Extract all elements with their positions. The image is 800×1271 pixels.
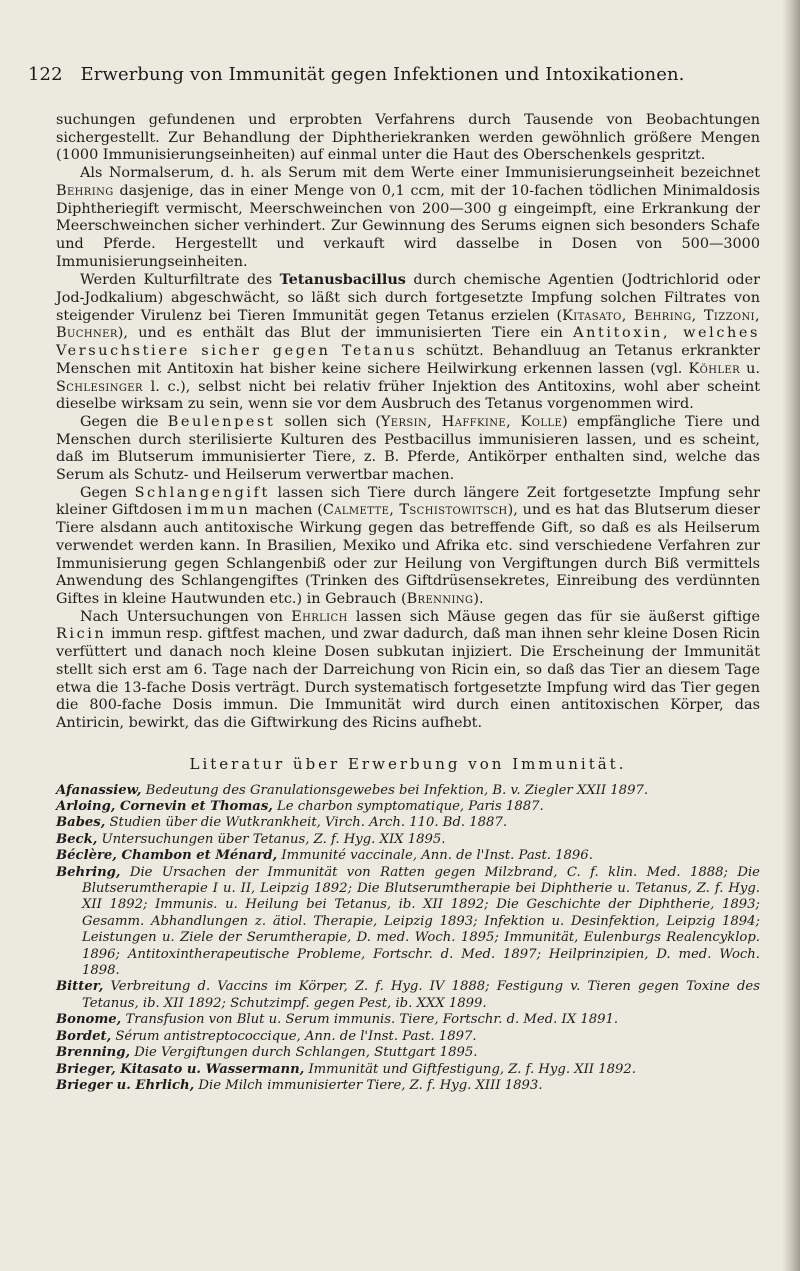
literature-author: Behring, [56,864,121,880]
paragraph-text: Antitoxin, welches Versuchstiere sicher gegen Tetanus [56,325,760,360]
paragraph-text: Nach Untersuchungen von [80,608,292,625]
paragraph-text: Gegen die [80,413,168,430]
running-title: Erwerbung von Immunität gegen Infektionen und Intoxikationen. [80,64,685,85]
paragraph-text: ) empfängliche Tiere und Menschen durch sterilisierte Kulturen des Pestbacillus immunisieren lassen, und es scheint, daß im Blutserum immunisierter Tiere, z. B. Pferde, Antikörper enthalten sind, welche das Serum als Schutz- und Heilserum verwertbar machen. [56,413,760,484]
paragraph-text: immun resp. giftfest machen, und zwar dadurch, daß man ihnen sehr kleine Dosen Ricin verfüttert und danach noch kleine Dosen subkutan injiziert. Die Erscheinung der Immunität stellt sich erst am 6. Tage nach der Darreichung von Ricin ein, so daß das Tier an diesem Tage etwa die 13-fache Dosis verträgt. Durch systematisch fortgesetzte Impfung wird das Tier gegen die 800-fache Dosis immun. Die Immunität wird durch einen antitoxischen Körper, das Antiricin, bewirkt, das die Giftwirkung des Ricins aufhebt. [56,626,760,731]
paragraph-text: Schlangengift [134,484,270,501]
paragraph-text: Brenning [406,590,474,607]
literature-reference: Die Milch immunisierter Tiere, Z. f. Hyg. XIII 1893. [194,1077,543,1093]
literature-reference: Untersuchungen über Tetanus, Z. f. Hyg. XIX 1895. [97,831,446,847]
paragraph-text: immun [186,502,251,519]
literature-reference: Die Vergiftungen durch Schlangen, Stuttgart 1895. [130,1045,478,1061]
literature-reference: Bedeutung des Granulationsgewebes bei Infektion, B. v. Ziegler XXII 1897. [141,782,649,798]
paragraph [56,609,760,733]
literature-author: Babes, [56,815,106,831]
literature-author: Brieger u. Ehrlich, [56,1077,195,1093]
literature-author: Brieger, Kitasato u. Wassermann, [56,1061,305,1077]
paragraph-text: ), und es hat das Blutserum dieser Tiere alsdann auch antitoxische Wirkung gegen das betreffende Gift, so daß es als Heilserum verwendet werden kann. In Brasilien, Mexiko und Afrika etc. sind verschiedene Verfahren zur Immunisierung gegen Schlangenbiß oder zur Heilung von Vergiftungen durch Biß vermittels Anwendung des Schlangengiftes (Trinken des Giftdrüsensekretes, Einreibung des verdünnten Giftes in kleine Hautwunden etc.) in Gebrauch ( [56,502,760,607]
paragraph-text: ). [473,590,484,607]
text-paragraphs [56,112,760,733]
paragraph-text: Werden Kulturfiltrate des [80,272,280,289]
literature-reference: Sérum antistreptococcique, Ann. de l'Inst. Past. 1897. [111,1028,477,1044]
literature-entry [56,848,760,864]
literature-reference: Die Ursachen der Immunität von Ratten gegen Milzbrand, C. f. klin. Med. 1888; Die Blutserumtherapie I u. II, Leipzig 1892; Die Blutserumtherapie bei Diphtherie u. Tetanus, Z. f. Hyg. XII 1892; Immunis. u. Heilung bei Tetanus, ib. XII 1892; Die Geschichte der Diphtherie, 1893; Gesamm. Abhandlungen z. ätiol. Therapie, Leipzig 1893; Infektion u. Desinfektion, Leipzig 1894; Leistungen u. Ziele der Serumtherapie, D. med. Woch. 1895; Immunität, Eulenburgs Realencyklop. 1896; Antitoxintherapeutische Probleme, Fortschr. d. Med. 1897; Heilprinzipien, D. med. Woch. 1898. [82,864,760,979]
paragraph-text: suchungen gefundenen und erprobten Verfahrens durch Tausende von Beobachtungen sichergestellt. Zur Behandlung der Diphtheriekranken werden gewöhnlich größere Mengen (1000 Immunisierungseinheiten) auf einmal unter die Haut des Oberschenkels gespritzt. [56,112,760,164]
literature-entry [56,815,760,831]
literature-author: Béclère, Chambon et Ménard, [56,848,278,864]
paragraph-text: schützt. Behandluug an Tetanus erkrankter Menschen mit Antitoxin hat bisher keine sichere Heilwirkung erkennen lassen (vgl. [56,343,761,377]
literature-reference: Immunität und Giftfestigung, Z. f. Hyg. XII 1892. [304,1061,636,1077]
paragraph-text: Calmette, Tschistowitsch [322,502,508,519]
literature-entry [56,783,760,799]
paragraph-text: ), und es enthält das Blut der immunisierten Tiere ein [117,325,574,342]
literature-reference: Le charbon symptomatique, Paris 1887. [272,799,544,815]
paragraph-text: Yersin, Haffkine, Kolle [380,413,563,430]
page-edge-shadow [782,0,800,1271]
literature-entry [56,1062,760,1078]
literature-entry [56,1078,760,1094]
literature-entry [56,1012,760,1028]
paragraph-text: l. c.), selbst nicht bei relativ früher Injektion des Antitoxins, wohl aber scheint dieselbe wirksam zu sein, wenn sie vor dem Ausbruch des Tetanus vorgenommen wird. [56,378,760,413]
literature-reference: Studien über die Wutkrankheit, Virch. Arch. 110. Bd. 1887. [105,815,508,831]
literature-entry [56,832,760,848]
literature-author: Bitter, [56,979,104,995]
paragraph-text: machen ( [250,502,323,519]
paragraph-text: lassen sich Mäuse gegen das für sie äußerst giftige [347,608,760,625]
running-header [28,64,748,85]
paragraph-text: lassen sich Tiere durch längere Zeit fortgesetzte Impfung sehr kleiner Giftdosen [56,484,760,519]
literature-entry [56,1029,760,1045]
paragraph-text: Schlesinger [56,378,143,395]
literature-author: Bonome, [56,1012,122,1028]
literature-author: Bordet, [56,1028,112,1044]
paragraph [56,414,760,485]
literature-heading: Literatur über Erwerbung von Immunität. [189,754,627,773]
literature-reference: Verbreitung d. Vaccins im Körper, Z. f. Hyg. IV 1888; Festigung v. Tieren gegen Toxine des Tetanus, ib. XII 1892; Schutzimpf. gegen Pest, ib. XXX 1899. [82,979,760,1011]
paragraph-text: Tetanusbacillus [279,271,406,289]
paragraph-text: Ehrlich [291,608,348,625]
paragraph-text: durch chemische Agentien (Jodtrichlorid oder Jod-Jodkalium) abgeschwächt, so läßt sich durch fortgesetzte Impfung solchen Filtrates von steigender Virulenz bei Tieren Immunität gegen Tetanus erzielen ( [56,272,760,324]
paragraph [56,271,760,414]
literature-reference: Transfusion von Blut u. Serum immunis. Tiere, Fortschr. d. Med. IX 1891. [121,1012,619,1028]
paragraph-text: Gegen [80,484,135,501]
paragraph-text: dasjenige, das in einer Menge von 0,1 ccm, mit der 10-fachen tödlichen Minimaldosis Diphtheriegift vermischt, Meerschweinchen von 200—300 g eingeimpft, eine Erkrankung der Meerschweinchen sicher verhindert. Zur Gewinnung des Serums eignen sich besonders Schafe und Pferde. Hergestellt und verkauft wird dasselbe in Dosen von 500—3000 Immunisierungseinheiten. [56,182,760,270]
paragraph-text: Kitasato, Behring, Tizzoni, Buchner [56,307,760,342]
literature-author: Arloing, Cornevin et Thomas, [56,799,273,815]
paragraph [56,165,760,271]
literature-entry [56,799,760,815]
paragraph-text: Als Normalserum, d. h. als Serum mit dem Werte einer Immunisierungseinheit bezeichnet [80,165,760,182]
literature-entry [56,865,760,980]
literature-author: Brenning, [56,1045,131,1061]
literature-author: Afanassiew, [56,782,142,798]
literature-reference: Immunité vaccinale, Ann. de l'Inst. Past. 1896. [277,848,593,864]
page-body [56,112,760,1094]
literature-entry [56,1045,760,1061]
literature-list [56,783,760,1095]
paragraph [56,112,760,165]
literature-author: Beck, [56,831,98,847]
paragraph-text: Ricin [56,626,107,643]
paragraph-text: Köhler [688,360,741,377]
paragraph-text: Behring [56,182,114,199]
literature-entry [56,979,760,1012]
paragraph-text: sollen sich ( [275,413,381,430]
paragraph [56,485,760,609]
page-number: 122 [28,64,63,85]
paragraph-text: u. [740,360,760,377]
paragraph-text: Beulenpest [167,413,276,430]
